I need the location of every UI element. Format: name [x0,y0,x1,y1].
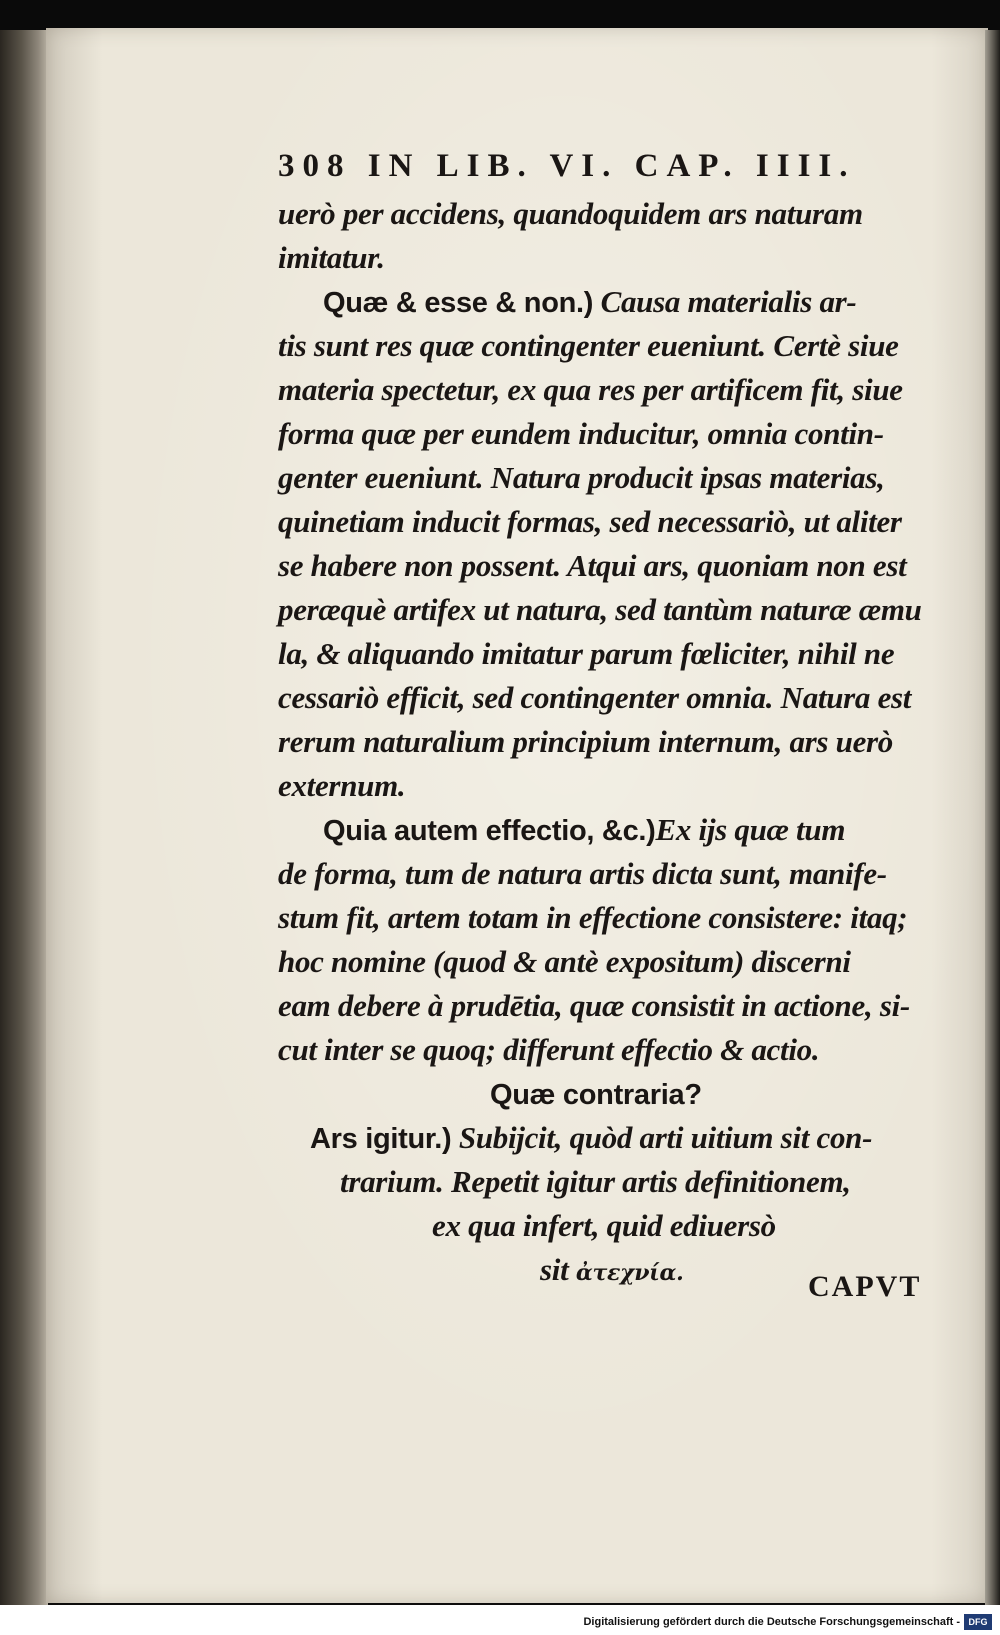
lemma: Quia autem effectio, &c.) [323,815,656,847]
text-line-24: ex qua infert, quid ediuersò [432,1208,776,1243]
text-line-10: peræquè artifex ut natura, sed tantùm naturæ æmu [278,592,922,627]
text-line-17: stum fit, artem totam in effectione consistere: itaq; [278,900,908,935]
text-line-25: sit ἀτεχνία. [540,1252,684,1287]
text-line-19: eam debere à prudētia, quæ consistit in actione, si- [278,988,910,1023]
text-line-2: imitatur. [278,240,385,275]
text-line-6: forma quæ per eundem inducitur, omnia contin- [278,416,884,451]
text-line-1: uerò per accidens, quandoquidem ars naturam [278,196,863,231]
show-through [300,1290,307,1320]
text-line-3: Quæ & esse & non.) Causa materialis ar- [323,284,857,319]
text-line-7: genter eueniunt. Natura producit ipsas materias, [278,460,885,495]
page-edge-left [0,30,48,1605]
text-line-23: trarium. Repetit igitur artis definitionem, [340,1164,851,1199]
catchword: CAPVT [808,1270,922,1303]
text-line-8: quinetiam inducit formas, sed necessariò, ut aliter [278,504,902,539]
text-line-18: hoc nomine (quod & antè expositum) discerni [278,944,851,979]
text-line-13: rerum naturalium principium internum, ars uerò [278,724,894,759]
text-line-21 [490,1076,702,1112]
scan-top-band [0,0,1000,30]
digitization-credit: Digitalisierung gefördert durch die Deutsche Forschungsgemeinschaft - [583,1616,960,1628]
page-edge-right [985,30,1000,1605]
text-line-9: se habere non possent. Atqui ars, quoniam non est [278,548,907,583]
text-line-22: Ars igitur.) Subijcit, quòd arti uitium sit con- [310,1120,873,1155]
dfg-logo: DFG [964,1614,992,1630]
text-line-12: cessariò efficit, sed contingenter omnia. Natura est [278,680,912,715]
lemma: Quæ contraria? [490,1079,702,1111]
lemma: Quæ & esse & non.) [323,287,594,319]
text-line-4: tis sunt res quæ contingenter eueniunt. Certè siue [278,328,899,363]
lemma: Ars igitur.) [310,1123,452,1155]
text-line-15: Quia autem effectio, &c.)Ex ijs quæ tum [323,812,846,847]
text-line-5: materia spectetur, ex qua res per artificem fit, siue [278,372,903,407]
text-line-20: cut inter se quoq; differunt effectio & actio. [278,1032,820,1067]
text-line-11: la, & aliquando imitatur parum fœliciter, nihil ne [278,636,895,671]
text-line-14: externum. [278,768,406,803]
greek-word: ἀτεχνία. [575,1260,684,1286]
text-line-16: de forma, tum de natura artis dicta sunt, manife- [278,856,887,891]
running-header: 308 IN LIB. VI. CAP. IIII. [278,148,856,184]
